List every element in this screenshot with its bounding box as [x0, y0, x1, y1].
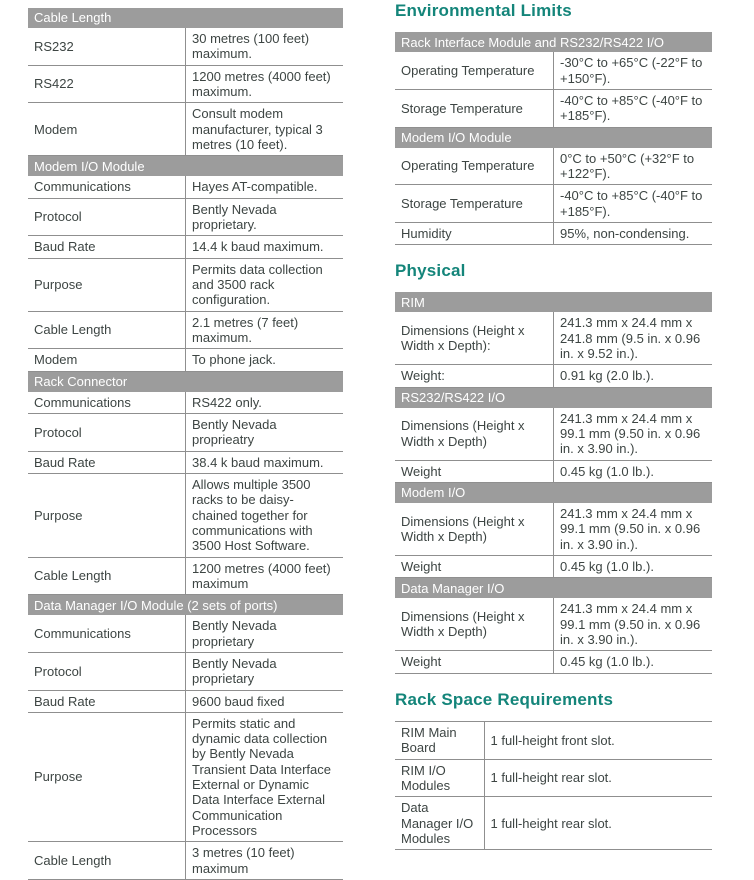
spec-value-cell: 1200 metres (4000 feet) maximum. [186, 65, 344, 103]
table-row [395, 52, 712, 89]
spec-value-cell: 0.45 kg (1.0 lb.). [554, 651, 713, 673]
spec-value-cell: -40°C to +85°C (-40°F to +185°F). [554, 89, 713, 127]
spec-label-cell: Baud Rate [28, 690, 186, 712]
table-row [28, 349, 343, 371]
table-row [28, 258, 343, 311]
section-header-left-rack-connector: Rack Connector [28, 372, 343, 392]
table-row [28, 198, 343, 236]
spec-label-cell: RIM Main Board [395, 721, 484, 759]
spec-label-cell: Weight [395, 460, 554, 482]
spec-table-physical-rs232-rs422-i-o [395, 388, 712, 483]
spec-value-cell: 2.1 metres (7 feet) maximum. [186, 311, 344, 349]
spec-table-environmental-limits-rack-interface-module-and-rs232-rs422-i-o [395, 32, 712, 127]
spec-value-cell: 0.45 kg (1.0 lb.). [554, 460, 713, 482]
spec-label-cell: Dimensions (Height x Width x Depth) [395, 598, 554, 650]
spec-value-cell: 1 full-height rear slot. [484, 759, 712, 797]
spec-label-cell: Operating Temperature [395, 148, 554, 185]
spec-label-cell: RIM I/O Modules [395, 759, 484, 797]
spec-value-cell: 241.3 mm x 24.4 mm x 241.8 mm (9.5 in. x 0.96 in. x 9.52 in.). [554, 312, 713, 364]
table-row [395, 651, 712, 673]
spec-value-cell: 1200 metres (4000 feet) maximum [186, 557, 344, 595]
spec-label-cell: Communications [28, 615, 186, 652]
spec-label-cell: Cable Length [28, 311, 186, 349]
spec-label-cell: Dimensions (Height x Width x Depth): [395, 312, 554, 364]
table-row [395, 721, 712, 759]
spec-value-cell: 1 full-height front slot. [484, 721, 712, 759]
section-header-row [395, 483, 712, 503]
table-row [395, 185, 712, 223]
section-header-environmental-limits-rack-interface-module-and-rs232-rs422-i-o: Rack Interface Module and RS232/RS422 I/O [395, 32, 712, 52]
spec-label-cell: Purpose [28, 258, 186, 311]
spec-label-cell: Dimensions (Height x Width x Depth) [395, 408, 554, 460]
table-row [28, 176, 343, 198]
spec-value-cell: 0.45 kg (1.0 lb.). [554, 556, 713, 578]
spec-table-left-cable-length [28, 8, 343, 156]
spec-label-cell: Purpose [28, 473, 186, 557]
table-row [395, 556, 712, 578]
table-row [395, 89, 712, 127]
spec-label-cell: Communications [28, 176, 186, 198]
table-row [28, 615, 343, 652]
spec-table-rack-space-requirements [395, 721, 712, 850]
spec-label-cell: Weight [395, 556, 554, 578]
spec-table-environmental-limits-modem-i-o-module [395, 128, 712, 246]
spec-value-cell: 38.4 k baud maximum. [186, 451, 344, 473]
spec-value-cell: Consult modem manufacturer, typical 3 metres (10 feet). [186, 103, 344, 156]
spec-label-cell: Weight: [395, 365, 554, 387]
table-row [395, 503, 712, 555]
section-header-row [395, 578, 712, 598]
section-header-left-modem-i-o-module: Modem I/O Module [28, 156, 343, 176]
spec-value-cell: -40°C to +85°C (-40°F to +185°F). [554, 185, 713, 223]
spec-label-cell: RS422 [28, 65, 186, 103]
table-row [28, 311, 343, 349]
spec-value-cell: 14.4 k baud maximum. [186, 236, 344, 258]
section-header-left-cable-length: Cable Length [28, 8, 343, 28]
table-row [395, 148, 712, 185]
table-row [395, 797, 712, 850]
table-row [395, 759, 712, 797]
spec-label-cell: Weight [395, 651, 554, 673]
spec-value-cell: 30 metres (100 feet) maximum. [186, 28, 344, 65]
spec-value-cell: Bently Nevada proprietary [186, 652, 344, 690]
section-header-physical-rs232-rs422-i-o: RS232/RS422 I/O [395, 388, 712, 408]
spec-value-cell: 95%, non-condensing. [554, 222, 713, 244]
spec-value-cell: Permits data collection and 3500 rack configuration. [186, 258, 344, 311]
section-header-physical-modem-i-o: Modem I/O [395, 483, 712, 503]
table-row [28, 28, 343, 65]
table-row [28, 413, 343, 451]
table-row [395, 460, 712, 482]
table-row [28, 652, 343, 690]
section-header-physical-rim: RIM [395, 292, 712, 312]
table-row [28, 451, 343, 473]
table-row [28, 712, 343, 842]
section-header-environmental-limits-modem-i-o-module: Modem I/O Module [395, 128, 712, 148]
spec-table-physical-data-manager-i-o [395, 578, 712, 673]
table-row [395, 598, 712, 650]
spec-label-cell: Dimensions (Height x Width x Depth) [395, 503, 554, 555]
spec-label-cell: Modem [28, 349, 186, 371]
table-row [395, 365, 712, 387]
spec-table-left-data-manager-i-o-module-2-sets-of-ports [28, 595, 343, 880]
spec-value-cell: Bently Nevada proprieatry [186, 413, 344, 451]
spec-value-cell: 241.3 mm x 24.4 mm x 99.1 mm (9.50 in. x 0.96 in. x 3.90 in.). [554, 408, 713, 460]
spec-label-cell: Protocol [28, 198, 186, 236]
spec-label-cell: Storage Temperature [395, 185, 554, 223]
heading-physical: Physical [395, 261, 466, 281]
section-header-row [28, 8, 343, 28]
spec-value-cell: Hayes AT-compatible. [186, 176, 344, 198]
specs-right-column [395, 0, 712, 850]
section-header-row [28, 156, 343, 176]
spec-value-cell: 9600 baud fixed [186, 690, 344, 712]
spec-value-cell: 0.91 kg (2.0 lb.). [554, 365, 713, 387]
spec-table-physical-modem-i-o [395, 483, 712, 578]
section-header-physical-data-manager-i-o: Data Manager I/O [395, 578, 712, 598]
spec-label-cell: Cable Length [28, 557, 186, 595]
heading-rack-space-requirements: Rack Space Requirements [395, 689, 614, 709]
spec-label-cell: Baud Rate [28, 236, 186, 258]
spec-value-cell: 1 full-height rear slot. [484, 797, 712, 850]
spec-label-cell: Protocol [28, 413, 186, 451]
spec-label-cell: Operating Temperature [395, 52, 554, 89]
spec-table-left-modem-i-o-module [28, 156, 343, 371]
spec-label-cell: Modem [28, 103, 186, 156]
spec-value-cell: Bently Nevada proprietary [186, 615, 344, 652]
table-row [395, 312, 712, 364]
spec-value-cell: -30°C to +65°C (-22°F to +150°F). [554, 52, 713, 89]
spec-label-cell: Protocol [28, 652, 186, 690]
section-header-row [28, 595, 343, 615]
table-row [28, 392, 343, 414]
spec-label-cell: Baud Rate [28, 451, 186, 473]
spec-label-cell: Cable Length [28, 842, 186, 880]
spec-table-physical-rim [395, 292, 712, 387]
table-row [28, 557, 343, 595]
spec-label-cell: Purpose [28, 712, 186, 842]
table-row [28, 65, 343, 103]
spec-label-cell: Storage Temperature [395, 89, 554, 127]
spec-value-cell: Allows multiple 3500 racks to be daisy-chained together for communications with 3500 Host Software. [186, 473, 344, 557]
table-row [395, 408, 712, 460]
table-row [28, 236, 343, 258]
section-header-row [395, 128, 712, 148]
table-row [395, 222, 712, 244]
section-header-row [395, 32, 712, 52]
specs-left-column [28, 8, 343, 880]
table-row [28, 690, 343, 712]
spec-value-cell: 3 metres (10 feet) maximum [186, 842, 344, 880]
section-header-row [28, 372, 343, 392]
heading-environmental-limits: Environmental Limits [395, 1, 572, 20]
spec-label-cell: Humidity [395, 222, 554, 244]
spec-value-cell: 241.3 mm x 24.4 mm x 99.1 mm (9.50 in. x 0.96 in. x 3.90 in.). [554, 598, 713, 650]
spec-value-cell: 241.3 mm x 24.4 mm x 99.1 mm (9.50 in. x 0.96 in. x 3.90 in.). [554, 503, 713, 555]
spec-label-cell: Data Manager I/O Modules [395, 797, 484, 850]
spec-table-left-rack-connector [28, 372, 343, 596]
spec-value-cell: 0°C to +50°C (+32°F to +122°F). [554, 148, 713, 185]
table-row [28, 103, 343, 156]
section-header-left-data-manager-i-o-module-2-sets-of-ports: Data Manager I/O Module (2 sets of ports) [28, 595, 343, 615]
section-header-row [395, 292, 712, 312]
section-header-row [395, 388, 712, 408]
spec-label-cell: Communications [28, 392, 186, 414]
table-row [28, 473, 343, 557]
spec-value-cell: To phone jack. [186, 349, 344, 371]
spec-value-cell: Permits static and dynamic data collection by Bently Nevada Transient Data Interface External or Dynamic Data Interface External Communication Processors [186, 712, 344, 842]
spec-value-cell: RS422 only. [186, 392, 344, 414]
spec-label-cell: RS232 [28, 28, 186, 65]
spec-value-cell: Bently Nevada proprietary. [186, 198, 344, 236]
